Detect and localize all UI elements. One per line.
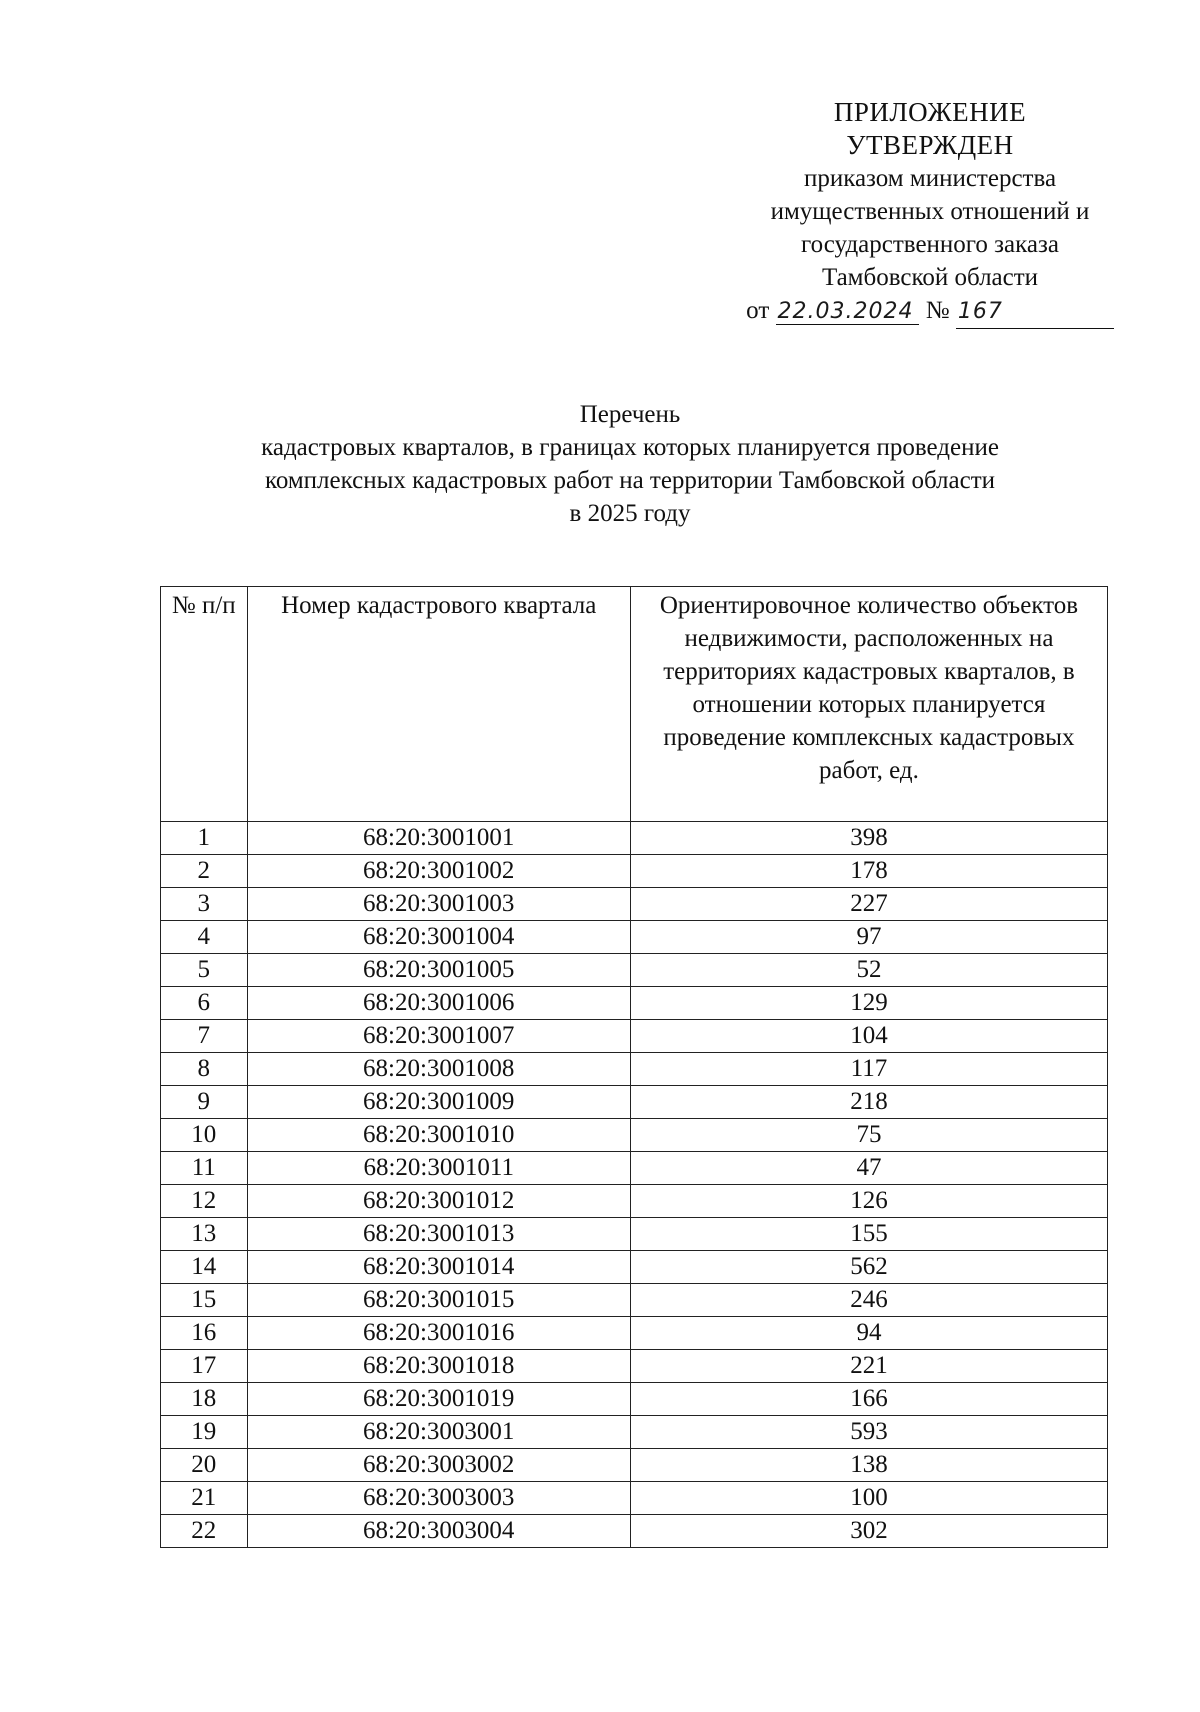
- approval-line-procurement: государственного заказа: [801, 231, 1059, 258]
- object-count: 227: [630, 888, 1107, 921]
- table-row: [161, 1284, 1108, 1317]
- row-number: 20: [161, 1449, 248, 1482]
- row-number: 10: [161, 1119, 248, 1152]
- row-number: 1: [161, 822, 248, 855]
- row-number: 9: [161, 1086, 248, 1119]
- row-number: 14: [161, 1251, 248, 1284]
- document-title: [150, 398, 1110, 530]
- object-count: 117: [630, 1053, 1107, 1086]
- table-row: [161, 855, 1108, 888]
- object-count: 126: [630, 1185, 1107, 1218]
- row-number: 5: [161, 954, 248, 987]
- cadastral-quarter: 68:20:3001013: [247, 1218, 630, 1251]
- cadastral-quarter: 68:20:3001012: [247, 1185, 630, 1218]
- number-sign: №: [925, 297, 950, 324]
- cadastral-quarter: 68:20:3001002: [247, 855, 630, 888]
- appendix-label: ПРИЛОЖЕНИЕ: [833, 97, 1027, 127]
- order-number-handwritten: 167: [956, 295, 1114, 329]
- object-count: 178: [630, 855, 1107, 888]
- object-count: 246: [630, 1284, 1107, 1317]
- cadastral-quarter: 68:20:3003002: [247, 1449, 630, 1482]
- table-body: [161, 822, 1108, 1548]
- title-line-2: кадастровых кварталов, в границах которых планируется проведение: [261, 434, 999, 461]
- table-row: [161, 1119, 1108, 1152]
- cadastral-quarter: 68:20:3001016: [247, 1317, 630, 1350]
- table-row: [161, 1383, 1108, 1416]
- table-row: [161, 1152, 1108, 1185]
- table-row: [161, 888, 1108, 921]
- table-row: [161, 954, 1108, 987]
- cadastral-quarter: 68:20:3001001: [247, 822, 630, 855]
- cadastral-quarter: 68:20:3001007: [247, 1020, 630, 1053]
- table-row: [161, 1416, 1108, 1449]
- object-count: 129: [630, 987, 1107, 1020]
- header-number: № п/п: [161, 587, 248, 822]
- cadastral-quarter: 68:20:3001008: [247, 1053, 630, 1086]
- table-row: [161, 1515, 1108, 1548]
- row-number: 12: [161, 1185, 248, 1218]
- object-count: 47: [630, 1152, 1107, 1185]
- object-count: 52: [630, 954, 1107, 987]
- object-count: 97: [630, 921, 1107, 954]
- cadastral-quarter: 68:20:3001010: [247, 1119, 630, 1152]
- row-number: 18: [161, 1383, 248, 1416]
- header-object-count: Ориентировочное количество объектов недвижимости, расположенных на территориях кадастровых кварталов, в отношении которых планируется проведение комплексных кадастровых работ, ед.: [630, 587, 1107, 822]
- row-number: 15: [161, 1284, 248, 1317]
- cadastral-quarter: 68:20:3001009: [247, 1086, 630, 1119]
- table-row: [161, 1218, 1108, 1251]
- object-count: 218: [630, 1086, 1107, 1119]
- object-count: 75: [630, 1119, 1107, 1152]
- object-count: 100: [630, 1482, 1107, 1515]
- table-header-row: [161, 587, 1108, 822]
- approval-line-region: Тамбовской области: [821, 264, 1039, 291]
- row-number: 2: [161, 855, 248, 888]
- title-line-4: в 2025 году: [569, 500, 691, 527]
- cadastral-quarter: 68:20:3003001: [247, 1416, 630, 1449]
- object-count: 94: [630, 1317, 1107, 1350]
- cadastral-quarter: 68:20:3003003: [247, 1482, 630, 1515]
- row-number: 16: [161, 1317, 248, 1350]
- object-count: 138: [630, 1449, 1107, 1482]
- row-number: 8: [161, 1053, 248, 1086]
- object-count: 398: [630, 822, 1107, 855]
- object-count: 221: [630, 1350, 1107, 1383]
- cadastral-quarters-table: [160, 586, 1108, 1548]
- row-number: 6: [161, 987, 248, 1020]
- cadastral-quarter: 68:20:3003004: [247, 1515, 630, 1548]
- table-row: [161, 987, 1108, 1020]
- row-number: 7: [161, 1020, 248, 1053]
- header-quarter-number: Номер кадастрового квартала: [247, 587, 630, 822]
- table-row: [161, 1185, 1108, 1218]
- object-count: 104: [630, 1020, 1107, 1053]
- cadastral-quarter: 68:20:3001011: [247, 1152, 630, 1185]
- approval-line-ministry: имущественных отношений и: [770, 198, 1090, 225]
- row-number: 13: [161, 1218, 248, 1251]
- title-heading: Перечень: [579, 401, 681, 428]
- row-number: 3: [161, 888, 248, 921]
- table-row: [161, 1251, 1108, 1284]
- approved-label: УТВЕРЖДЕН: [846, 130, 1014, 160]
- table-row: [161, 1449, 1108, 1482]
- object-count: 302: [630, 1515, 1107, 1548]
- object-count: 166: [630, 1383, 1107, 1416]
- table-row: [161, 1053, 1108, 1086]
- order-date-handwritten: 22.03.2024: [776, 299, 920, 325]
- cadastral-quarter: 68:20:3001004: [247, 921, 630, 954]
- row-number: 19: [161, 1416, 248, 1449]
- table-row: [161, 1350, 1108, 1383]
- cadastral-quarter: 68:20:3001019: [247, 1383, 630, 1416]
- title-line-3: комплексных кадастровых работ на территории Тамбовской области: [264, 467, 996, 494]
- cadastral-quarter: 68:20:3001018: [247, 1350, 630, 1383]
- approval-line-order: приказом министерства: [803, 165, 1057, 192]
- row-number: 22: [161, 1515, 248, 1548]
- date-prefix: от: [746, 297, 770, 324]
- row-number: 11: [161, 1152, 248, 1185]
- cadastral-quarter: 68:20:3001006: [247, 987, 630, 1020]
- object-count: 593: [630, 1416, 1107, 1449]
- table-row: [161, 1086, 1108, 1119]
- order-date-number: [746, 294, 1114, 329]
- object-count: 562: [630, 1251, 1107, 1284]
- row-number: 21: [161, 1482, 248, 1515]
- table-row: [161, 1482, 1108, 1515]
- object-count: 155: [630, 1218, 1107, 1251]
- table-row: [161, 1020, 1108, 1053]
- cadastral-quarter: 68:20:3001014: [247, 1251, 630, 1284]
- cadastral-quarter: 68:20:3001003: [247, 888, 630, 921]
- approval-block: [720, 96, 1140, 329]
- table-row: [161, 921, 1108, 954]
- row-number: 4: [161, 921, 248, 954]
- table-row: [161, 1317, 1108, 1350]
- row-number: 17: [161, 1350, 248, 1383]
- cadastral-quarter: 68:20:3001005: [247, 954, 630, 987]
- table-row: [161, 822, 1108, 855]
- cadastral-quarter: 68:20:3001015: [247, 1284, 630, 1317]
